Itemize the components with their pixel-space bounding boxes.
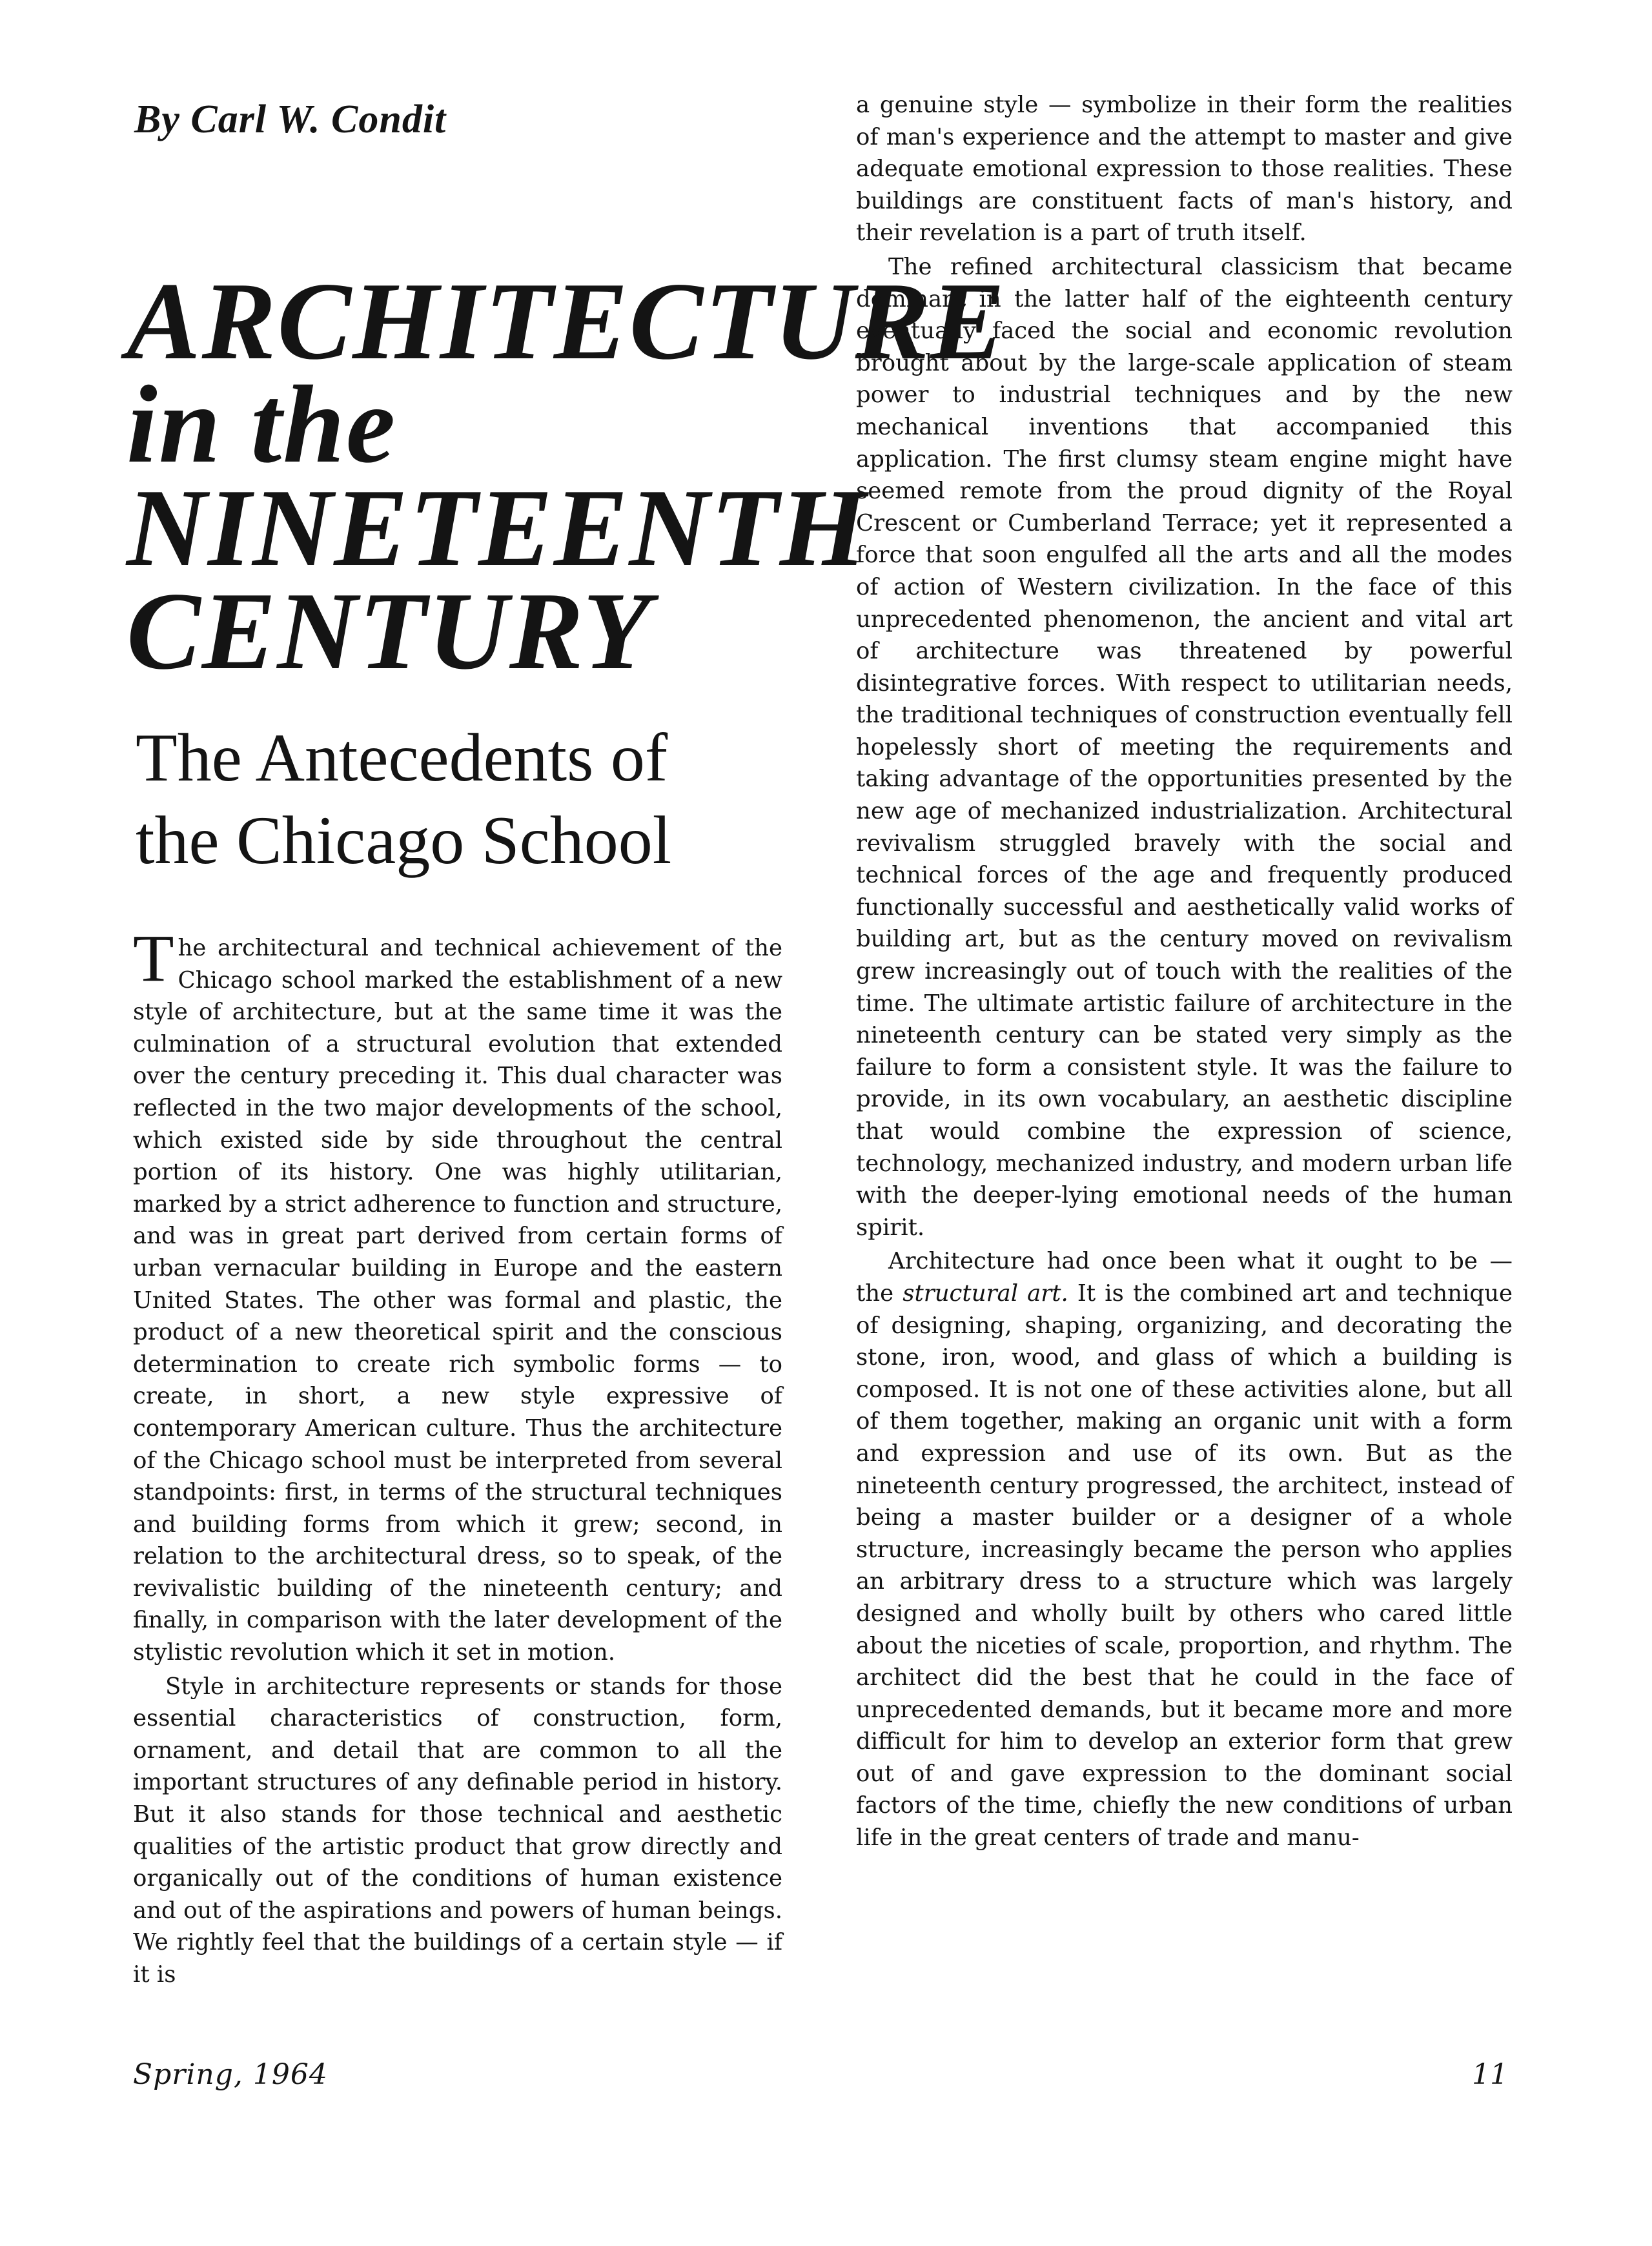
article-subtitle [136,717,813,882]
body-paragraph: a genuine style — symbolize in their form the realities of man's experience and the attempt to master and give adequate emotional expression to those realities. These buildings are constituent facts of man's history, and their revelation is a part of truth itself. [856,92,1513,247]
title-line: in the [127,363,397,486]
article-title [127,260,1006,693]
author-byline: By Carl W. Condit [134,97,447,141]
title-line: ARCHITECTURE [127,260,1006,383]
title-line: NINETEENTH [127,467,868,589]
paragraph-text: It is the combined art and technique of designing, shaping, organizing, and decorating the stone, iron, wood, and glass of which a building is composed. It is not one of these activities alone, but all of them together, making an organic unit with a form and expression and use of its own. But as the nineteenth century progressed, the architect, instead of being a master builder or a designer of a whole structure, increasingly became the person who applies an arbitrary dress to a structure which was largely designed and wholly built by others who cared little about the niceties of scale, proportion, and rhythm. The architect did the best that he could in the face of unprecedented demands, but it became more and more difficult for him to develop an exterior form that grew out of and gave expression to the dominant social factors of the time, chiefly the new conditions of urban life in the great centers of trade and manu- [856,1280,1513,1852]
emphasized-phrase: structural art. [902,1280,1068,1307]
left-text-column [133,921,782,1991]
paragraph-text: Architecture had once been what it ought to be — the [856,1248,1513,1307]
page-number: 11 [1472,2058,1508,2091]
body-paragraph [856,1245,1513,1853]
issue-date-footer: Spring, 1964 [133,2058,328,2091]
subtitle-line: The Antecedents of [136,720,668,795]
subtitle-line: the Chicago School [136,802,672,878]
body-paragraph [133,921,782,1669]
paragraph-text: he architectural and technical achievement of the Chicago school marked the establishment of a new style of architecture, but at the same time it was the culmination of a structural evolution that extended over the century preceding it. This dual character was reflected in the two major developments of the school, which existed side by side throughout the central portion of its history. One was highly utilitarian, marked by a strict adherence to function and structure, and was in great part derived from certain forms of urban vernacular building in Europe and the eastern United States. The other was formal and plastic, the product of a new theoretical spirit and the conscious determination to create rich symbolic forms — to create, in short, a new style expressive of contemporary American culture. Thus the architecture of the Chicago school must be interpreted from several standpoints: first, in terms of the structural techniques and building forms from which it grew; second, in relation to the architectural dress, so to speak, of the revivalistic building of the nineteenth century; and finally, in comparison with the later development of the stylistic revolution which it set in motion. [133,935,782,1666]
body-paragraph: The refined architectural classicism that became dominant in the latter half of the eighteenth century eventually faced the social and economic revolution brought about by the large-scale application of steam power to industrial techniques and by the new mechanical inventions that accompanied this application. The first clumsy steam engine might have seemed remote from the proud dignity of the Royal Crescent or Cumberland Terrace; yet it represented a force that soon engulfed all the arts and all the modes of action of Western civilization. In the face of this unprecedented phenomenon, the ancient and vital art of architecture was threatened by powerful disintegrative forces. With respect to utilitarian needs, the traditional techniques of construction eventually fell hopelessly short of meeting the requirements and taking advantage of the opportunities presented by the new age of mechanized industrialization. Architectural revivalism struggled bravely with the social and technical forces of the age and frequently produced functionally successful and aesthetically valid works of building art, but as the century moved on revivalism grew increasingly out of touch with the realities of the time. The ultimate artistic failure of architecture in the nineteenth century can be stated very simply as the failure to form a consistent style. It was the failure to provide, in its own vocabulary, an aesthetic discipline that would combine the expression of science, technology, mechanized industry, and modern urban life with the deeper-lying emotional needs of the human spirit. [856,253,1513,1241]
title-line: CENTURY [127,570,652,693]
drop-cap: T [133,921,174,995]
right-text-column [856,89,1513,1854]
body-paragraph: Style in architecture represents or stands for those essential characteristics of construction, form, ornament, and detail that are common to all the important structures of any definable period in history. But it also stands for those technical and aesthetic qualities of the artistic product that grow directly and organically out of the conditions of human existence and out of the aspirations and powers of human beings. We rightly feel that the buildings of a certain style — if it is [133,1673,782,1988]
